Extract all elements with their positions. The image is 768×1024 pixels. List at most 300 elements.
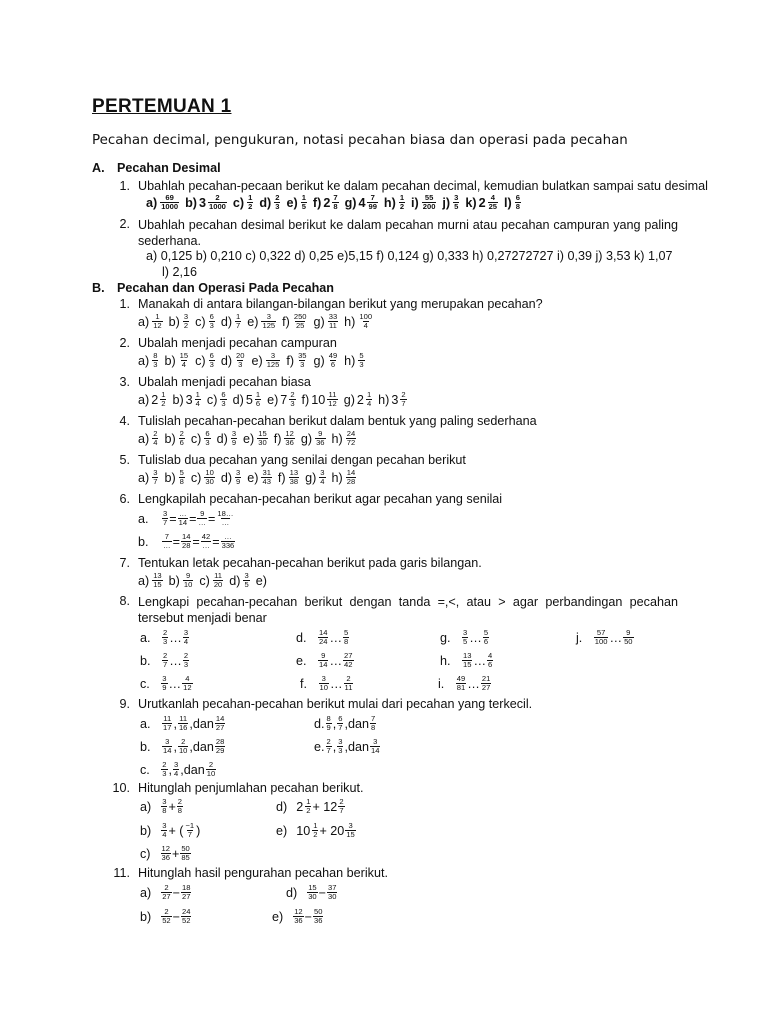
whole-number: 10 (311, 392, 326, 407)
fraction (289, 391, 295, 408)
fraction (327, 884, 337, 901)
fraction-item (229, 572, 250, 589)
fraction (462, 629, 468, 646)
fraction-numerator: 8 (326, 714, 331, 723)
comparison-blank: … (169, 630, 182, 645)
fraction-denominator: 81 (456, 683, 466, 692)
item-label: e) (267, 392, 279, 407)
fraction-numerator: 14 (346, 468, 356, 477)
fraction (337, 715, 343, 732)
fraction-denominator: 3 (162, 769, 167, 778)
page-subtitle: Pecahan decimal, pengukuran, notasi pecahan biasa dan operasi pada pecahan (92, 133, 628, 148)
fraction-numerator: 15 (308, 883, 317, 892)
fraction-numerator: 15 (179, 351, 189, 360)
fraction-denominator: 16 (178, 723, 188, 732)
fraction-item (344, 313, 374, 330)
fraction (231, 430, 237, 447)
fraction-numerator: −1 (185, 821, 195, 830)
comparison-blank: … (467, 676, 480, 691)
item-label: i) (411, 195, 419, 210)
fraction-numerator: 3 (320, 468, 325, 477)
comparison-blank: … (473, 653, 487, 668)
fraction-item (191, 469, 216, 486)
fraction-numerator: 7 (371, 714, 376, 723)
fraction-denominator: 7 (338, 723, 343, 732)
b-q10-text: Hitunglah penjumlahan pecahan berikut. (138, 781, 364, 795)
fraction (209, 352, 215, 369)
fraction-item (302, 391, 339, 408)
fraction-item (233, 194, 254, 211)
comma: , (332, 716, 337, 731)
item-label: j. (576, 630, 593, 645)
fraction (293, 908, 303, 925)
fraction (594, 629, 609, 646)
expression-item (140, 822, 200, 839)
item-label: g. (440, 630, 461, 645)
fraction-numerator: 3 (153, 468, 158, 477)
fraction (180, 845, 190, 862)
b-q3-fraction-list (138, 391, 413, 408)
fraction-denominator: 9 (231, 438, 237, 447)
fraction-numerator: 2 (401, 390, 406, 399)
fraction-denominator: 3 (221, 399, 226, 408)
fraction-numerator: 5 (483, 628, 489, 637)
item-label: e. (314, 739, 325, 754)
equals-sign: = (189, 511, 197, 526)
fraction (488, 194, 498, 211)
minus-sign: − (304, 909, 313, 924)
item-label: k) (465, 195, 477, 210)
fraction (623, 629, 633, 646)
fraction (319, 469, 325, 486)
item-label: a. (138, 511, 149, 526)
section-b-title: Pecahan dan Operasi Pada Pecahan (117, 281, 334, 295)
fraction-item (138, 469, 159, 486)
item-label: c) (190, 431, 202, 446)
equals-sign: = (192, 534, 200, 549)
fraction-numerator: 5 (344, 628, 349, 637)
fraction-numerator: 7 (370, 193, 375, 202)
fraction-denominator: 29 (215, 746, 225, 755)
fraction-numerator: 6 (515, 193, 520, 202)
fraction-denominator: 10 (206, 769, 216, 778)
fraction-denominator: 72 (346, 438, 356, 447)
fraction-numerator: 250 (293, 312, 307, 321)
fraction-denominator: 30 (258, 438, 267, 447)
item-label: f) (273, 431, 282, 446)
fraction (313, 908, 323, 925)
fraction-denominator: 10 (183, 580, 193, 589)
fraction (328, 352, 338, 369)
fraction-denominator: 3 (290, 399, 295, 408)
fraction-item (332, 430, 358, 447)
item-label: c) (232, 195, 245, 210)
fraction-numerator: 2 (181, 737, 186, 746)
fraction-denominator: 5 (454, 202, 459, 211)
fraction-numerator: 69 (165, 193, 174, 202)
fraction (220, 391, 226, 408)
fraction-numerator: 3 (244, 571, 249, 580)
whole-number: 3 (185, 392, 193, 407)
expression-item (276, 798, 346, 815)
item-label: a) (138, 353, 150, 368)
fraction-numerator: 1 (313, 821, 318, 830)
fraction (346, 430, 356, 447)
fraction (179, 352, 189, 369)
fraction-denominator: 15 (346, 830, 355, 839)
b-q9-number: 9. (119, 697, 130, 711)
fraction (162, 715, 172, 732)
item-label: j) (442, 195, 451, 210)
item-label: d) (220, 353, 233, 368)
expression-item (286, 884, 338, 901)
item-label: b) (164, 431, 176, 446)
fraction (209, 313, 215, 330)
fraction (181, 533, 191, 550)
fraction-item (504, 194, 522, 211)
comparison-item (438, 675, 492, 692)
fraction (160, 194, 179, 211)
fraction-numerator: 2 (163, 628, 168, 637)
b-q6-equation-a (138, 510, 235, 527)
item-label: f) (301, 392, 310, 407)
fraction-numerator: 3 (236, 468, 241, 477)
fraction-numerator: 37 (328, 883, 337, 892)
b-q4-text: Tulislah pecahan-pecahan berikut dalam bentuk yang paling sederhana (138, 414, 537, 428)
fraction (370, 738, 380, 755)
comma: , (189, 716, 193, 731)
fraction (152, 430, 158, 447)
fraction-denominator: 8 (371, 723, 376, 732)
fraction (183, 313, 189, 330)
fraction (181, 884, 191, 901)
item-label: f) (312, 195, 322, 210)
fraction-denominator: 30 (328, 892, 337, 901)
fraction (161, 908, 171, 925)
fraction-item (313, 194, 340, 211)
fraction-denominator: 27 (182, 892, 191, 901)
fraction-denominator: 12 (183, 683, 192, 692)
item-label: h) (331, 470, 343, 485)
fraction-numerator: 3 (463, 628, 468, 637)
item-label: e) (243, 431, 255, 446)
fraction-numerator: 20 (236, 351, 245, 360)
item-label: h) (383, 195, 396, 210)
item-label: i. (438, 676, 455, 691)
fraction-numerator: 18… (217, 509, 234, 518)
fraction-numerator: 13 (463, 651, 472, 660)
fraction-numerator: 3 (174, 760, 179, 769)
a-q1-number: 1. (119, 179, 130, 193)
item-label: e) (255, 573, 267, 588)
fraction-denominator: 1000 (161, 202, 179, 211)
item-label: e) (276, 823, 295, 838)
fraction (206, 761, 216, 778)
fraction (284, 430, 294, 447)
fraction-item (251, 352, 281, 369)
fraction (215, 715, 225, 732)
fraction-numerator: 18 (182, 883, 191, 892)
fraction (178, 715, 188, 732)
fraction-item (305, 469, 326, 486)
whole-number: 2 (151, 392, 159, 407)
fraction-item (199, 572, 224, 589)
b-q3-number: 3. (119, 375, 130, 389)
whole-number: 2 (478, 195, 486, 210)
comparison-item (296, 629, 350, 646)
fraction-numerator: 9 (321, 651, 326, 660)
b-q1-fraction-list (138, 313, 379, 330)
fraction-item (278, 469, 300, 486)
item-label: d) (259, 195, 272, 210)
fraction-numerator: 31 (262, 468, 271, 477)
fraction-numerator: 3 (454, 193, 459, 202)
fraction (162, 738, 172, 755)
b-q4-number: 4. (119, 414, 130, 428)
item-label: g) (305, 470, 317, 485)
fraction-numerator: 55 (424, 193, 434, 202)
fraction-numerator: 24 (346, 429, 356, 438)
fraction-numerator: 2 (153, 429, 158, 438)
fraction-denominator: 38 (289, 477, 299, 486)
comma: , (180, 762, 184, 777)
fraction-numerator: 28 (215, 737, 225, 746)
fraction-denominator: 10 (319, 683, 328, 692)
fraction-denominator: 85 (181, 853, 190, 862)
item-label: b) (168, 573, 180, 588)
fraction-denominator: 8 (344, 637, 349, 646)
fraction-item (172, 391, 201, 408)
equals-sign: = (169, 511, 177, 526)
fraction-numerator: 2 (163, 651, 168, 660)
fraction (185, 822, 196, 839)
fraction (367, 194, 377, 211)
fraction-numerator: 3 (183, 628, 189, 637)
fraction-denominator: 10 (178, 746, 188, 755)
fraction-numerator: 1 (161, 390, 166, 399)
fraction-denominator: 52 (182, 916, 191, 925)
fraction (152, 352, 158, 369)
fraction (247, 194, 253, 211)
item-label: g) (313, 353, 325, 368)
b-q8-number: 8. (119, 594, 130, 608)
fraction (235, 352, 245, 369)
fraction-item (221, 352, 247, 369)
fraction (204, 430, 210, 447)
item-label: h) (344, 353, 356, 368)
fraction (307, 884, 317, 901)
paren: ) (196, 823, 201, 838)
fraction-item (259, 194, 281, 211)
fraction-denominator: 4 (320, 477, 325, 486)
fraction-denominator: 27 (162, 892, 171, 901)
item-label: a) (146, 195, 158, 210)
fraction-numerator: 12 (294, 907, 303, 916)
fraction-denominator: 3 (300, 360, 305, 369)
fraction-denominator: 3 (183, 660, 189, 669)
fraction-denominator: 25 (295, 321, 305, 330)
fraction-denominator: 7 (339, 806, 344, 815)
fraction-denominator: … (221, 518, 230, 527)
fraction-denominator: 4 (366, 399, 372, 408)
fraction-denominator: 3 (209, 360, 214, 369)
fraction-numerator: 7 (333, 193, 338, 202)
fraction (162, 629, 168, 646)
item-label: e) (286, 195, 298, 210)
item-label: b) (168, 314, 180, 329)
fraction-numerator: 7 (164, 532, 169, 541)
fraction-numerator: 4 (488, 651, 493, 660)
b-q6-text: Lengkapilah pecahan-pecahan berikut agar pecahan yang senilai (138, 492, 503, 506)
fraction (152, 469, 158, 486)
fraction (201, 533, 211, 550)
item-label: d) (276, 799, 295, 814)
fraction-denominator: 20 (213, 580, 223, 589)
fraction (315, 430, 325, 447)
fraction-item (221, 469, 242, 486)
fraction-numerator: 33 (328, 312, 338, 321)
spacer (151, 535, 162, 549)
item-label: e. (296, 653, 317, 668)
fraction-numerator: … (224, 532, 232, 541)
minus-sign: − (318, 885, 327, 900)
item-label: e) (247, 470, 259, 485)
item-label: c. (140, 676, 161, 691)
comparison-item (440, 652, 494, 669)
fraction (338, 798, 344, 815)
item-label: d) (229, 573, 241, 588)
fraction (487, 652, 493, 669)
fraction-item (267, 391, 296, 408)
fraction (343, 629, 349, 646)
fraction-denominator: 2 (183, 321, 189, 330)
fraction-numerator: 14 (215, 714, 225, 723)
b-q6-equation-b (138, 533, 236, 550)
fraction-numerator: 49 (328, 351, 338, 360)
fraction-numerator: 11 (163, 714, 172, 723)
b-q5-text: Tulislab dua pecahan yang senilai dengan pecahan berikut (138, 453, 466, 467)
fraction (257, 430, 267, 447)
fraction-numerator: 1 (306, 797, 311, 806)
item-label: e) (247, 314, 259, 329)
fraction-numerator: 2 (164, 907, 169, 916)
fraction-numerator: 9 (626, 628, 631, 637)
fraction-numerator: 1 (301, 193, 306, 202)
fraction (182, 675, 192, 692)
item-label: d) (220, 470, 233, 485)
fraction (161, 884, 171, 901)
fraction (515, 194, 521, 211)
fraction-denominator: 14 (371, 746, 380, 755)
fraction-denominator: 9 (236, 477, 241, 486)
item-label: a. (140, 630, 161, 645)
fraction (343, 652, 353, 669)
conjunction: dan (183, 762, 205, 777)
comma: , (173, 716, 177, 731)
fraction-numerator: 2 (339, 797, 344, 806)
fraction-denominator: 125 (266, 360, 280, 369)
fraction-denominator: 2 (161, 399, 166, 408)
item-label: a) (140, 885, 159, 900)
fraction-denominator: 4 (183, 637, 189, 646)
b-q3-text: Ubalah menjadi pecahan biasa (138, 375, 311, 389)
item-label: l) (504, 195, 512, 210)
fraction-numerator: 6 (209, 312, 214, 321)
fraction-numerator: 1 (255, 390, 261, 399)
fraction-numerator: 6 (338, 714, 343, 723)
fraction-denominator: 3 (238, 360, 243, 369)
fraction-item (138, 352, 159, 369)
fraction-numerator: 49 (456, 674, 466, 683)
minus-sign: − (172, 885, 181, 900)
fraction-denominator: 8 (515, 202, 520, 211)
fraction-numerator: 11 (179, 714, 188, 723)
fraction-denominator: 28 (346, 477, 356, 486)
fraction-denominator: 7 (401, 399, 406, 408)
fraction-item (345, 194, 379, 211)
fraction-denominator: 7 (187, 830, 192, 839)
fraction-denominator: 36 (161, 853, 170, 862)
fraction (400, 391, 406, 408)
fraction-denominator: 25 (488, 202, 498, 211)
fraction-numerator: … (179, 509, 187, 518)
whole-number: 2 (323, 195, 331, 210)
fraction-denominator: … (202, 541, 210, 550)
ordering-item (140, 738, 226, 755)
fraction-numerator: 3 (183, 312, 189, 321)
fraction (346, 469, 356, 486)
fraction-denominator: 7 (326, 746, 331, 755)
item-label: a) (138, 470, 150, 485)
fraction-numerator: 3 (266, 312, 271, 321)
fraction-numerator: 3 (162, 674, 167, 683)
fraction-numerator: 4 (490, 193, 495, 202)
b-q11-number: 11. (113, 866, 130, 880)
fraction-numerator: 11 (214, 571, 222, 580)
b-q7-number: 7. (119, 556, 130, 570)
fraction-numerator: 1 (236, 312, 241, 321)
fraction-denominator: 6 (488, 660, 493, 669)
fraction-denominator: 50 (624, 637, 633, 646)
minus-sign: − (172, 909, 181, 924)
expression-item (276, 822, 357, 839)
fraction-item (169, 313, 190, 330)
fraction-item (195, 313, 216, 330)
item-label: a) (138, 431, 150, 446)
b-q5-fraction-list (138, 469, 362, 486)
fraction-denominator: 125 (262, 321, 276, 330)
fraction (179, 469, 185, 486)
fraction-denominator: 3 (338, 746, 343, 755)
fraction (337, 738, 343, 755)
fraction (181, 908, 191, 925)
fraction (318, 629, 328, 646)
comma: , (189, 739, 193, 754)
fraction-numerator: 6 (205, 429, 210, 438)
item-label: b) (185, 195, 197, 210)
fraction-denominator: 42 (344, 660, 353, 669)
fraction-item (384, 194, 406, 211)
ordering-item (314, 715, 377, 732)
comparison-item (140, 675, 194, 692)
item-label: d) (220, 314, 233, 329)
fraction-denominator: 8 (179, 477, 184, 486)
fraction-denominator: 30 (205, 477, 214, 486)
fraction-item (164, 469, 185, 486)
fraction-denominator: 7 (153, 477, 158, 486)
fraction-denominator: 6 (483, 637, 489, 646)
a-q2-decimals-line2: l) 2,16 (162, 265, 198, 279)
